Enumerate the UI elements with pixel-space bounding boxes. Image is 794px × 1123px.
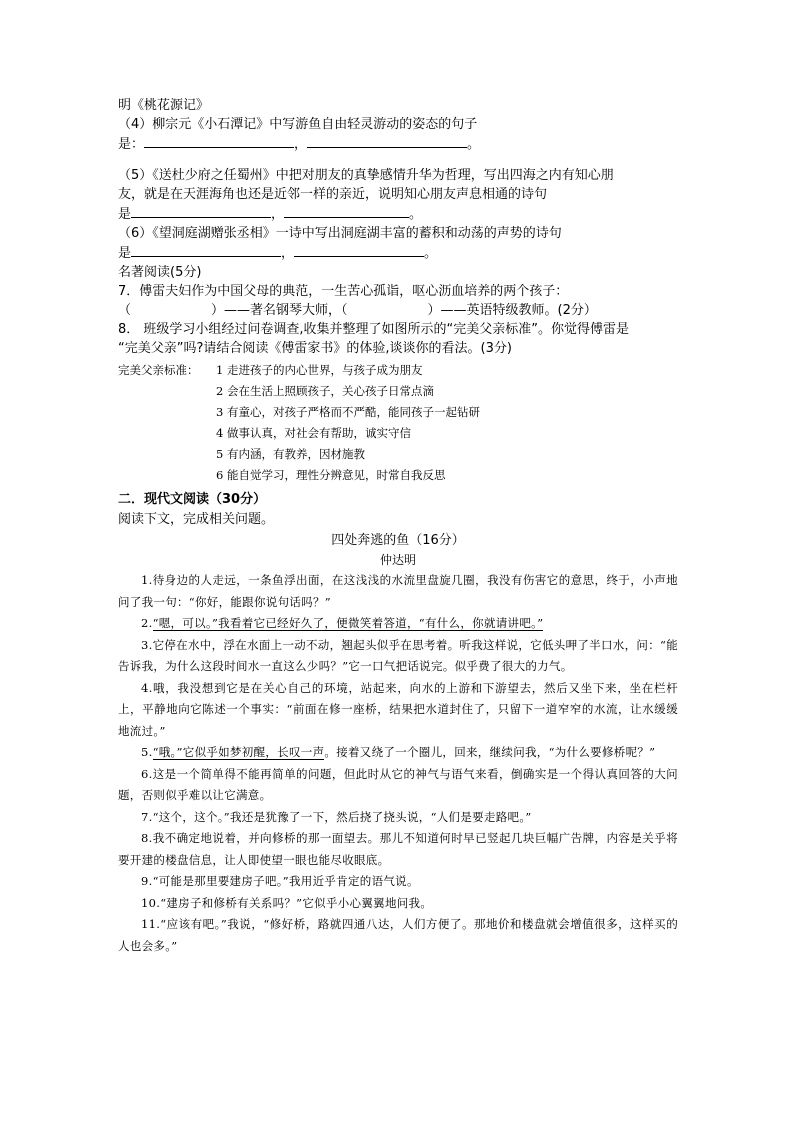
- period: 。: [467, 137, 481, 152]
- mingzhu-heading: 名著阅读(5分): [118, 265, 202, 280]
- question-5-text-2: 友，就是在天涯海角也还是近邻一样的亲近，说明知心朋友声息相通的诗句: [118, 187, 548, 202]
- reading-instruction: 阅读下文，完成相关问题。: [118, 512, 275, 527]
- question-8-line-1: 8． 班级学习小组经过问卷调查,收集并整理了如图所示的“完美父亲标准”。你觉得傅雷是: [118, 322, 630, 337]
- article-author: 仲达明: [379, 553, 416, 567]
- paragraph-8: 8.我不确定地说着，并向修桥的那一面望去。那儿不知道何时早已竖起几块巨幅广告牌，内容是关乎将要开建的楼盘信息，让人即使望一眼也能尽收眼底。: [118, 831, 678, 867]
- standards-label: 完美父亲标准：: [118, 363, 199, 377]
- question-7-middle: ）——著名钢琴大师，（: [211, 303, 348, 318]
- comma: ，: [281, 246, 295, 261]
- question-5-answer-line: [118, 204, 678, 224]
- underlined-sentence: “哦。”它似乎如梦初醒，长叹一声: [152, 745, 325, 759]
- standard-item: 5 有内涵，有教养，因材施教: [216, 447, 365, 461]
- paragraph-11: 11.“应该有吧。”我说，“修好桥，路就四通八达，人们方便了。那地价和楼盘就会增值很多，这样买的人也会多。”: [118, 917, 678, 953]
- standard-item: 6 能自觉学习，理性分辨意见，时常自我反思: [216, 468, 446, 482]
- paragraph-2: 2.“嗯，可以。”我看着它已经好久了，便微笑着答道，“有什么，你就请讲吧。”: [141, 616, 544, 630]
- answer-prefix: 是: [118, 246, 132, 261]
- period: 。: [409, 207, 423, 222]
- open-paren: （: [118, 303, 132, 318]
- paragraph-1: 1.待身边的人走远，一条鱼浮出面，在这浅浅的水流里盘旋几圈，我没有伤害它的意思，终于，小声地问了我一句：“你好，能跟你说句话吗？”: [118, 573, 678, 609]
- question-4-text: （4）柳宗元《小石潭记》中写游鱼自由轻灵游动的姿态的句子: [118, 117, 478, 132]
- answer-blank-6b[interactable]: [294, 243, 424, 257]
- paragraph-4: 4.哦，我没想到它是在关心自己的环境，站起来，向水的上游和下游望去，然后又坐下来，坐在栏杆上，平静地向它陈述一个事实：“前面在修一座桥，结果把水道封住了，只留下一道窄窄的水流，让水缓缓地流过。”: [118, 680, 678, 738]
- paragraph-6: 6.这是一个简单得不能再简单的问题，但此时从它的神气与语气来看，倒确实是一个得认真回答的大问题，否则似乎难以让它满意。: [118, 766, 678, 802]
- question-8-line-2: “完美父亲”吗?请结合阅读《傅雷家书》的体验,谈谈你的看法。(3分): [118, 341, 512, 356]
- exam-page: [118, 96, 678, 957]
- paragraph-7: 7.“这个，这个。”我还是犹豫了一下，然后挠了挠头说，“人们是要走路吧。”: [141, 809, 532, 824]
- paragraph-3: 3.它停在水中，浮在水面上一动不动，翘起头似乎在思考着。听我这样说，它低头呷了半口水，问：“能告诉我，为什么这段时间水一直这么少吗？”它一口气把话说完。似乎费了很大的力气。: [118, 637, 678, 673]
- standard-item: 3 有童心，对孩子严格而不严酷，能同孩子一起钻研: [216, 405, 480, 419]
- underlined-sentence: “嗯，可以。”我看着它已经好久了，便微笑着答道，“有什么，你就请讲吧。”: [152, 616, 544, 630]
- perfect-father-standards: [118, 360, 678, 486]
- article-title: 四处奔逃的鱼（16分）: [331, 533, 465, 548]
- answer-prefix: 是: [118, 207, 132, 222]
- paragraph-10: 10.“建房子和修桥有关系吗？”它似乎小心翼翼地问我。: [141, 895, 433, 910]
- question-7-text: 7．傅雷夫妇作为中国父母的典范，一生苦心孤诣，呕心沥血培养的两个孩子：: [118, 284, 569, 299]
- answer-blank-6a[interactable]: [131, 243, 281, 257]
- standard-item: 1 走进孩子的内心世界，与孩子成为朋友: [216, 363, 423, 377]
- standard-item: 2 会在生活上照顾孩子，关心孩子日常点滴: [216, 384, 434, 398]
- question-7-answer-line: [118, 301, 678, 320]
- section-2-heading: 二．现代文阅读（30分）: [118, 492, 267, 507]
- comma: ，: [271, 207, 285, 222]
- question-5-text-1: （5）《送杜少府之任蜀州》中把对朋友的真挚感情升华为哲理，写出四海之内有知心朋: [118, 168, 614, 183]
- question-6-text: （6）《望洞庭湖赠张丞相》一诗中写出洞庭湖丰富的蓄积和动荡的声势的诗句: [118, 226, 562, 241]
- paragraph-9: 9.“可能是那里要建房子吧。”我用近乎肯定的语气说。: [141, 874, 419, 888]
- paragraph-5: 5.“哦。”它似乎如梦初醒，长叹一声。接着又绕了一个圈儿，回来，继续问我，“为什么要修桥呢？”: [141, 745, 656, 759]
- standard-item: 4 做事认真，对社会有帮助，诚实守信: [216, 426, 411, 440]
- line-peach-blossom: 明《桃花源记》: [118, 98, 210, 113]
- answer-blank-5b[interactable]: [284, 204, 409, 218]
- answer-blank-5a[interactable]: [131, 204, 271, 218]
- question-7-end: ）——英语特级教师。(2分）: [427, 303, 597, 318]
- answer-blank-4b[interactable]: [307, 134, 467, 148]
- question-4-answer-line: [118, 134, 678, 154]
- question-6-answer-line: [118, 243, 678, 263]
- answer-prefix: 是：: [118, 137, 145, 152]
- period: 。: [424, 246, 438, 261]
- comma: ，: [294, 137, 308, 152]
- answer-blank-4a[interactable]: [144, 134, 294, 148]
